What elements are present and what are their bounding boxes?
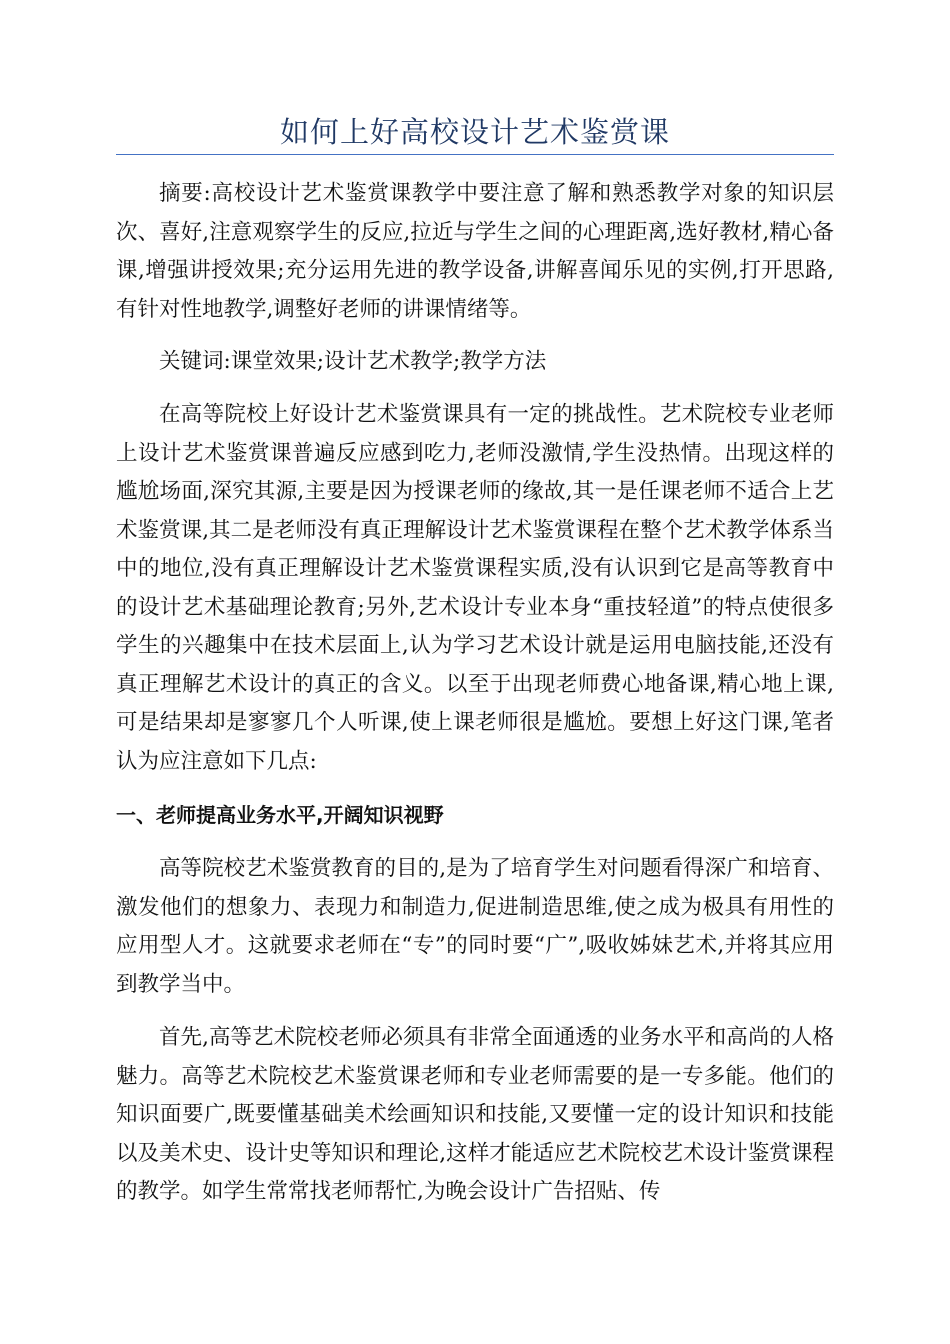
section-heading: 一、老师提高业务水平,开阔知识视野 [116,803,444,827]
intro-paragraph: 在高等院校上好设计艺术鉴赏课具有一定的挑战性。艺术院校专业老师上设计艺术鉴赏课普遍反应感到吃力,老师没激情,学生没热情。出现这样的尴尬场面,深究其源,主要是因为授课老师的缘故,其一是任课老师不适合上艺术鉴赏课,其二是老师没有真正理解设计艺术鉴赏课程在整个艺术教学体系当中的地位,没有真正理解设计艺术鉴赏课程实质,没有认识到它是高等教育中的设计艺术基础理论教育;另外,艺术设计专业本身“重技轻道”的特点使很多学生的兴趣集中在技术层面上,认为学习艺术设计就是运用电脑技能,还没有真正理解艺术设计的真正的含义。以至于出现老师费心地备课,精心地上课,可是结果却是寥寥几个人听课,使上课老师很是尴尬。要想上好这门课,笔者认为应注意如下几点: [116,402,834,774]
document-title: 如何上好高校设计艺术鉴赏课 [279,115,670,149]
section-paragraph: 首先,高等艺术院校老师必须具有非常全面通透的业务水平和高尚的人格魅力。高等艺术院校艺术鉴赏课老师和专业老师需要的是一专多能。他们的知识面要广,既要懂基础美术绘画知识和技能,又要懂一定的设计知识和技能以及美术史、设计史等知识和理论,这样才能适应艺术院校艺术设计鉴赏课程的教学。如学生常常找老师帮忙,为晚会设计广告招贴、传 [116,1025,834,1204]
section-paragraph: 高等院校艺术鉴赏教育的目的,是为了培育学生对问题看得深广和培育、激发他们的想象力、表现力和制造力,促进制造思维,使之成为极具有用性的应用型人才。这就要求老师在“专”的同时要“广”,吸收姊妹艺术,并将其应用到教学当中。 [116,856,834,997]
keywords-paragraph: 关键词:课堂效果;设计艺术教学;教学方法 [159,349,547,374]
abstract-paragraph: 摘要:高校设计艺术鉴赏课教学中要注意了解和熟悉教学对象的知识层次、喜好,注意观察学生的反应,拉近与学生之间的心理距离,选好教材,精心备课,增强讲授效果;充分运用先进的教学设备,讲解喜闻乐见的实例,打开思路,有针对性地教学,调整好老师的讲课情绪等。 [116,181,834,322]
title-underline [116,154,834,155]
